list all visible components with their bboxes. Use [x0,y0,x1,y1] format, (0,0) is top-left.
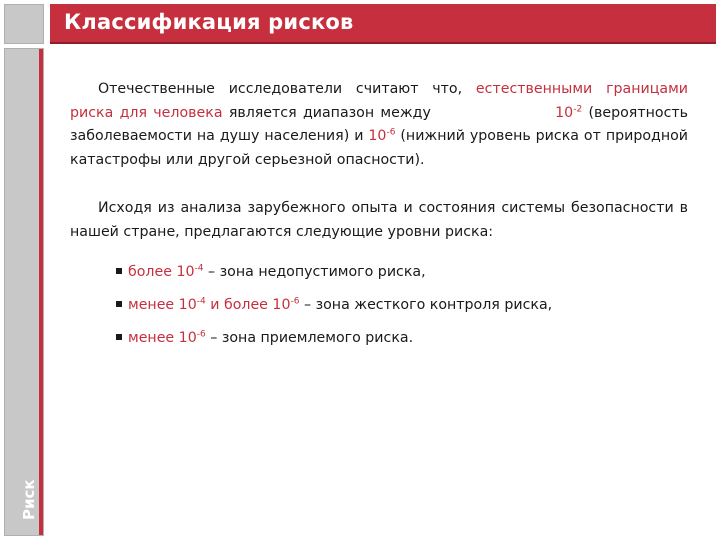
p1-highlight-boundaries: естественными границами риска для человека [70,81,688,121]
bullet-2-value-a: менее 10 [128,297,197,313]
side-label-wrap [18,430,42,520]
p1-value-upper: 10 [555,104,574,121]
p1-text-2: является диапазон между [222,104,438,121]
list-item [116,327,688,349]
list-item [116,261,688,283]
bullet-2-text: – зона жесткого контроля риска, [299,297,553,313]
square-bullet-icon [116,268,122,274]
bullet-2-exp-a: -4 [196,296,206,307]
bullet-3-exp: -6 [196,329,206,340]
p1-text-4: (нижний уровень риска от природной катастрофы или другой серьезной опасности). [70,128,689,168]
bullet-3-text: – зона приемлемого риска. [205,330,414,346]
bullet-1-text: – зона недопустимого риска, [203,264,426,280]
p1-text-1: Отечественные исследователи считают что, [98,81,476,97]
bullet-2-value-b: и более 10 [205,297,291,313]
title-bar [50,4,716,44]
bullet-1-exp: -4 [194,263,204,274]
bullet-3-value: менее 10 [128,330,197,346]
paragraph-2: Исходя из анализа зарубежного опыта и состояния системы безопасности в нашей стране, предлагаются следующие уровни риска: [70,200,688,240]
paragraph-1 [70,78,688,172]
bullet-1-value: более 10 [128,264,195,280]
slide-title: Классификация рисков [64,10,354,34]
bullet-2-exp-b: -6 [290,296,300,307]
square-bullet-icon [116,301,122,307]
side-label: Риск [20,479,38,520]
p1-value-upper-exp: -2 [573,103,583,114]
risk-levels-list [116,261,688,349]
p1-value-lower-exp: -6 [386,127,396,138]
list-item [116,294,688,316]
corner-decoration [4,4,44,44]
slide-content [70,78,688,360]
square-bullet-icon [116,334,122,340]
p1-value-lower: 10 [368,128,387,144]
p1-text-3: (вероятность заболеваемости на душу населения) и [70,104,688,144]
